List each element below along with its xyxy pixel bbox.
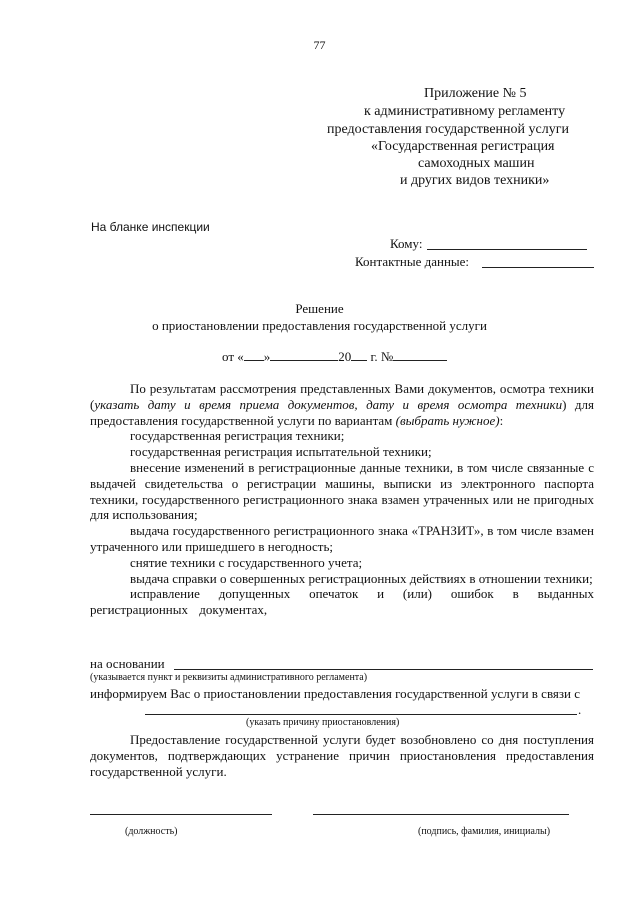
page-number: 77 (313, 38, 326, 52)
basis-field-line (174, 669, 593, 670)
position-line (90, 814, 272, 815)
option-item: снятие техники с государственного учета; (130, 554, 363, 570)
decision-body (90, 381, 594, 618)
appendix-line-3: предоставления государственной услуги (327, 122, 569, 137)
contacts-field-line (482, 267, 594, 268)
date-year: 20 (338, 349, 352, 364)
reason-field-line (145, 714, 577, 715)
signature-hint: (подпись, фамилия, инициалы) (418, 826, 551, 837)
date-prefix: от « (222, 349, 244, 364)
intro-italic-choose: (выбрать нужное) (395, 412, 500, 428)
date-suffix: г. № (370, 349, 394, 364)
reason-end: . (578, 702, 582, 717)
basis-label: на основании (90, 656, 165, 671)
intro-italic-dates: указать дату и время приема документов, дату и время осмотра техники (94, 396, 563, 412)
appendix-line-2: к административному регламенту (364, 104, 566, 119)
appendix-line-5: самоходных машин (418, 156, 535, 171)
appendix-line-1: Приложение № 5 (424, 86, 527, 101)
month-field (270, 348, 338, 361)
contacts-label: Контактные данные: (355, 254, 470, 269)
signature-line (313, 814, 569, 815)
reason-hint: (указать причину приостановления) (246, 717, 400, 728)
date-middle: » (263, 349, 271, 364)
to-field-line (427, 249, 587, 250)
basis-hint: (указывается пункт и реквизиты административного регламента) (90, 672, 368, 683)
date-number-line (222, 348, 447, 365)
number-field (393, 348, 447, 361)
option-item: внесение изменений в регистрационные данные техники, в том числе связанные с выдачей свидетельства о регистрации машины, выписки из электронного паспорта техники, государственного регистрационного знака взамен утраченных или не пригодных для использования; (90, 459, 594, 523)
position-hint: (должность) (125, 826, 178, 837)
document-subtitle: о приостановлении предоставления государственной услуги (152, 318, 487, 333)
option-item: государственная регистрация техники; (130, 428, 345, 444)
option-item: выдача государственного регистрационного знака «ТРАНЗИТ», в том числе взамен утраченного или пришедшего в негодность; (90, 523, 594, 554)
to-label: Кому: (390, 236, 423, 251)
letterhead-note: На бланке инспекции (91, 220, 210, 234)
inform-paragraph: информируем Вас о приостановлении предоставления государственной услуги в связи с (90, 686, 581, 701)
option-item: государственная регистрация испытательной техники; (130, 444, 432, 460)
intro-paragraph: По результатам рассмотрения представленных Вами документов, осмотра техники (указать дату и время приема документов, дату и время осмотра техники) для предоставления государственной услуги по вариантам (выбрать нужное): (90, 381, 594, 428)
appendix-line-4: «Государственная регистрация (371, 139, 555, 154)
option-item: исправление допущенных опечаток и (или) ошибок в выданных регистрационных документах, (90, 586, 594, 618)
year-field (351, 348, 367, 361)
option-item: выдача справки о совершенных регистрационных действиях в отношении техники; (130, 570, 593, 586)
resumption-paragraph: Предоставление государственной услуги будет возобновлено со дня поступления документов, подтверждающих устранение причин приостановления предоставления государственной услуги. (90, 732, 594, 779)
document-title: Решение (295, 301, 344, 316)
appendix-line-6: и других видов техники» (400, 173, 550, 188)
day-field (244, 348, 264, 361)
